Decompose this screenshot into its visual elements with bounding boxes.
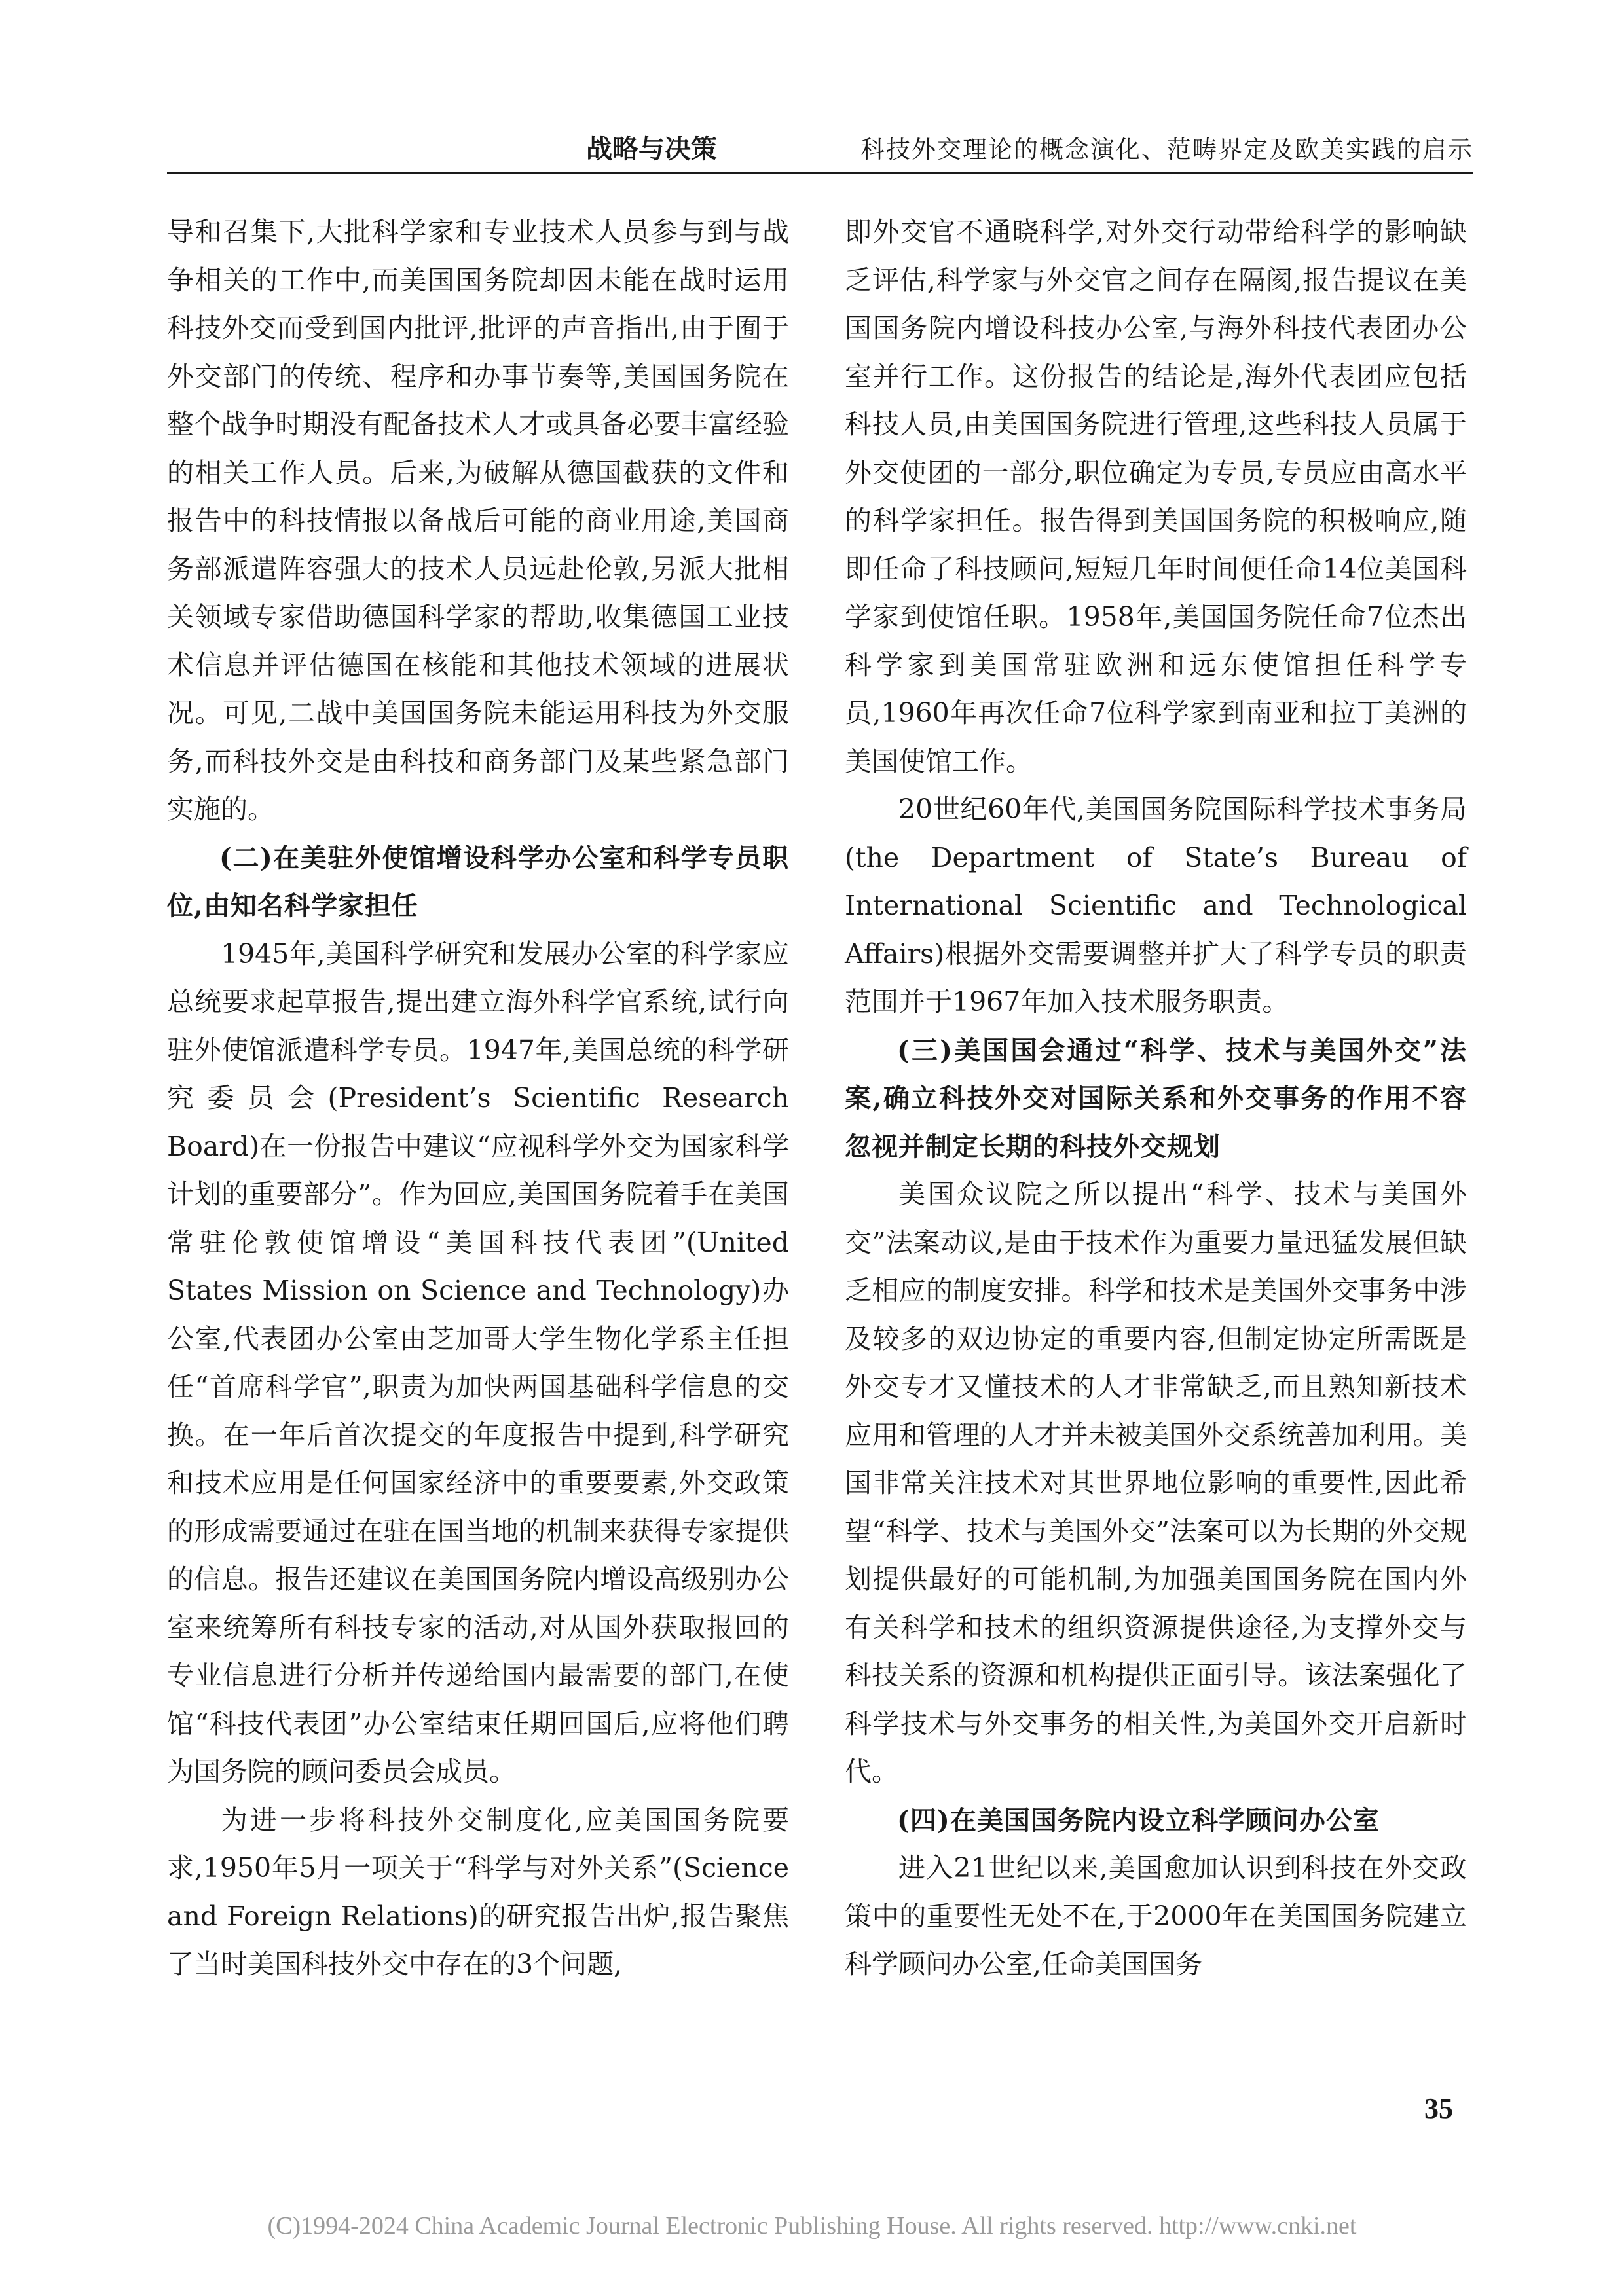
running-header [167,124,1473,170]
paragraph: 为进一步将科技外交制度化,应美国国务院要求,1950年5月一项关于“科学与对外关系”(Science and Foreign Relations)的研究报告出炉,报告聚焦了当时美国科技外交中存在的3个问题, [167,1804,789,1980]
paragraph: 进入21世纪以来,美国愈加认识到科技在外交政策中的重要性无处不在,于2000年在美国国务院建立科学顾问办公室,任命美国国务 [845,1852,1467,1980]
right-column [845,208,1467,1989]
paragraph: 导和召集下,大批科学家和专业技术人员参与到与战争相关的工作中,而美国国务院却因未能在战时运用科技外交而受到国内批评,批评的声音指出,由于囿于外交部门的传统、程序和办事节奏等,美国国务院在整个战争时期没有配备技术人才或具备必要丰富经验的相关工作人员。后来,为破解从德国截获的文件和报告中的科技情报以备战后可能的商业用途,美国商务部派遣阵容强大的技术人员远赴伦敦,另派大批相关领域专家借助德国科学家的帮助,收集德国工业技术信息并评估德国在核能和其他技术领域的进展状况。可见,二战中美国国务院未能运用科技为外交服务,而科技外交是由科技和商务部门及某些紧急部门实施的。 [167,216,789,825]
header-section-label: 战略与决策 [586,134,717,164]
paragraph: 20世纪60年代,美国国务院国际科学技术事务局(the Department of State’s Bureau of International Scientific and Technological Affairs)根据外交需要调整并扩大了科学专员的职责范围并于1967年加入技术服务职责。 [845,793,1467,1017]
paragraph: 美国众议院之所以提出“科学、技术与美国外交”法案动议,是由于技术作为重要力量迅猛发展但缺乏相应的制度安排。科学和技术是美国外交事务中涉及较多的双边协定的重要内容,但制定协定所需既是外交专才又懂技术的人才非常缺乏,而且熟知新技术应用和管理的人才并未被美国外交系统善加利用。美国非常关注技术对其世界地位影响的重要性,因此希望“科学、技术与美国外交”法案可以为长期的外交规划提供最好的可能机制,为加强美国国务院在国内外有关科学和技术的组织资源提供途径,为支撑外交与科技关系的资源和机构提供正面引导。该法案强化了科学技术与外交事务的相关性,为美国外交开启新时代。 [845,1178,1467,1787]
section-heading: (二)在美驻外使馆增设科学办公室和科学专员职位,由知名科学家担任 [167,842,789,921]
paragraph: 即外交官不通晓科学,对外交行动带给科学的影响缺乏评估,科学家与外交官之间存在隔阂,报告提议在美国国务院内增设科技办公室,与海外科技代表团办公室并行工作。这份报告的结论是,海外代表团应包括科技人员,由美国国务院进行管理,这些科技人员属于外交使团的一部分,职位确定为专员,专员应由高水平的科学家担任。报告得到美国国务院的积极响应,随即任命了科技顾问,短短几年时间便任命14位美国科学家到使馆任职。1958年,美国国务院任命7位杰出科学家到美国常驻欧洲和远东使馆担任科学专员,1960年再次任命7位科学家到南亚和拉丁美洲的美国使馆工作。 [845,216,1467,777]
header-rule [167,172,1473,174]
copyright-footer: (C)1994-2024 China Academic Journal Electronic Publishing House. All rights reserved. http://www.cnki.net [267,2212,1357,2240]
page-number: 35 [1424,2092,1453,2124]
section-heading: (四)在美国国务院内设立科学顾问办公室 [897,1804,1380,1836]
section-heading: (三)美国国会通过“科学、技术与美国外交”法案,确立科技外交对国际关系和外交事务的作用不容忽视并制定长期的科技外交规划 [845,1034,1467,1162]
paragraph: 1945年,美国科学研究和发展办公室的科学家应总统要求起草报告,提出建立海外科学官系统,试行向驻外使馆派遣科学专员。1947年,美国总统的科学研究委员会(President’s Scientific Research Board)在一份报告中建议“应视科学外交为国家科学计划的重要部分”。作为回应,美国国务院着手在美国常驻伦敦使馆增设“美国科技代表团”(United States Mission on Science and Technology)办公室,代表团办公室由芝加哥大学生物化学系主任担任“首席科学官”,职责为加快两国基础科学信息的交换。在一年后首次提交的年度报告中提到,科学研究和技术应用是任何国家经济中的重要要素,外交政策的形成需要通过在驻在国当地的机制来获得专家提供的信息。报告还建议在美国国务院内增设高级别办公室来统筹所有科技专家的活动,对从国外获取报回的专业信息进行分析并传递给国内最需要的部门,在使馆“科技代表团”办公室结束任期回国后,应将他们聘为国务院的顾问委员会成员。 [167,938,789,1787]
left-column [167,208,789,1989]
header-article-title: 科技外交理论的概念演化、范畴界定及欧美实践的启示 [860,136,1473,164]
